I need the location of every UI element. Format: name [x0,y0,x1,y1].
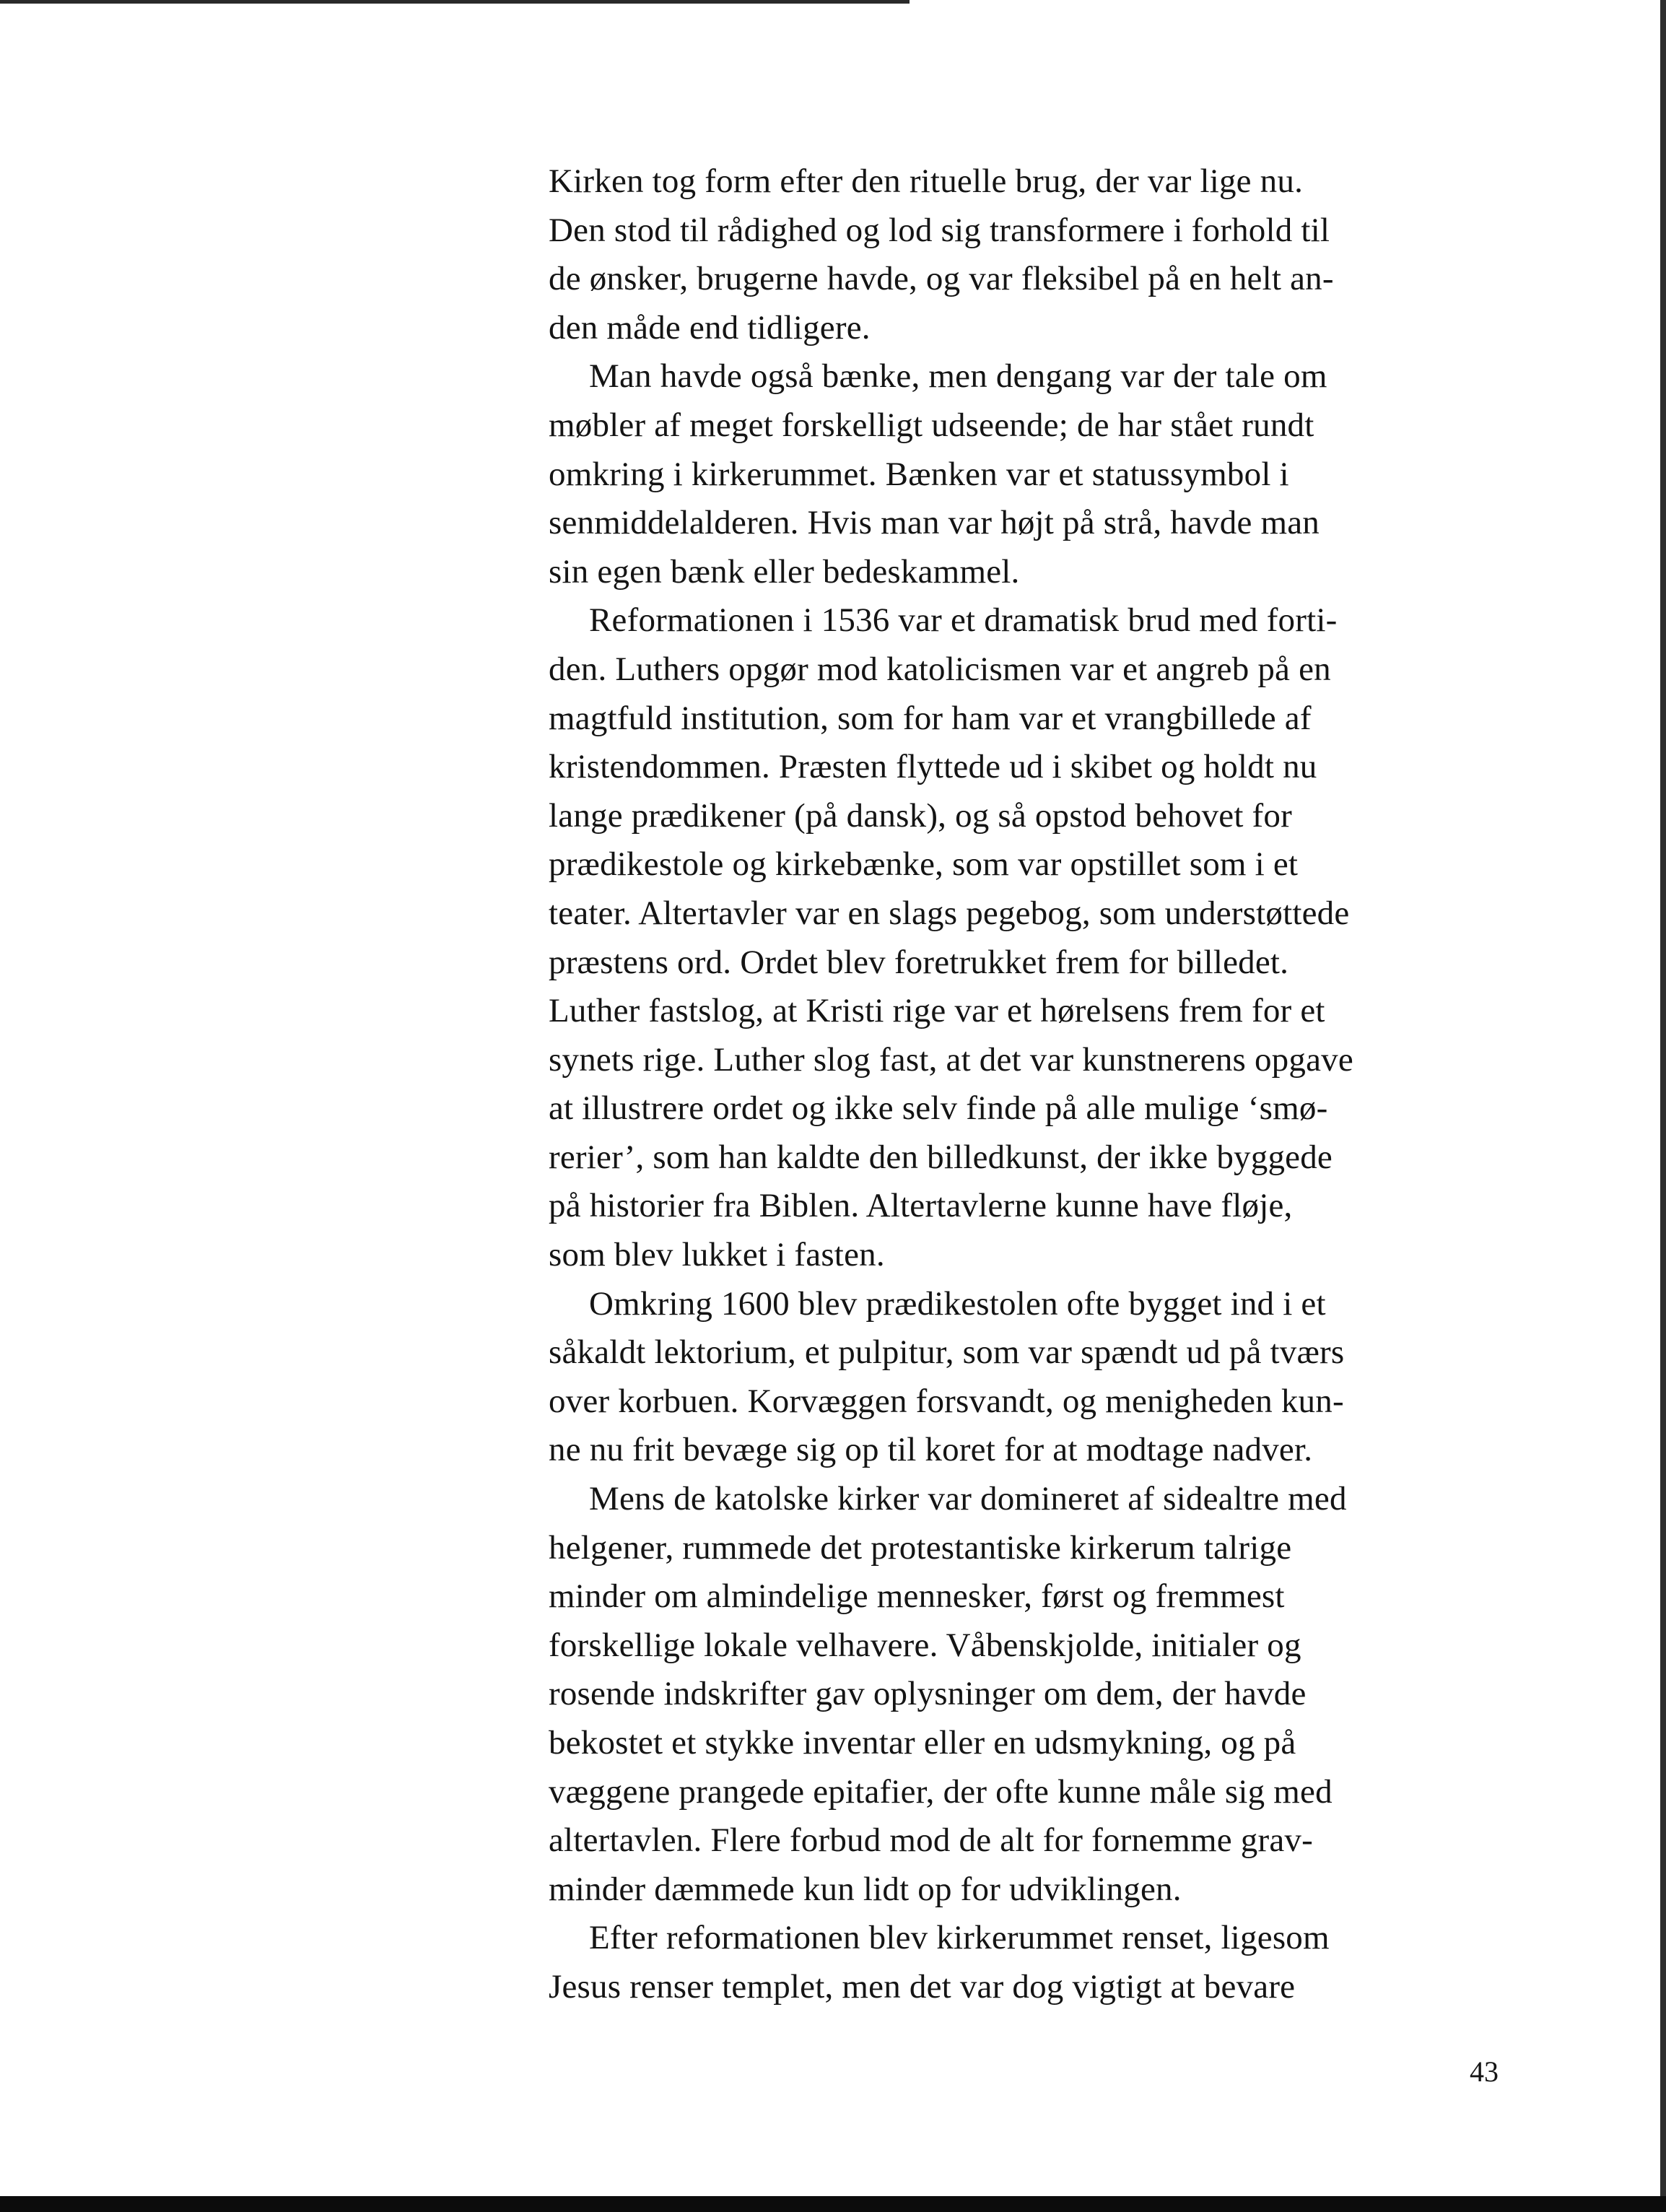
text-line: Den stod til rådighed og lod sig transformere i forhold til [549,211,1330,249]
text-line: på historier fra Biblen. Altertavlerne kunne have fløje, [549,1187,1293,1225]
text-line: rosende indskrifter gav oplysninger om dem, der havde [549,1675,1307,1713]
text-line: helgener, rummede det protestantiske kirkerum talrige [549,1528,1292,1567]
text-line: Reformationen i 1536 var et dramatisk brud med forti- [589,601,1338,640]
text-line: forskellige lokale velhavere. Våbenskjolde, initialer og [549,1626,1301,1664]
scan-edge-top [0,0,910,4]
text-line: Kirken tog form efter den rituelle brug, der var lige nu. [549,162,1304,200]
text-line: præstens ord. Ordet blev foretrukket frem for billedet. [549,943,1289,981]
text-line: såkaldt lektorium, et pulpitur, som var spændt ud på tværs [549,1333,1345,1372]
page-number: 43 [1470,2055,1499,2088]
text-line: Luther fastslog, at Kristi rige var et hørelsens frem for et [549,992,1325,1030]
text-line: Efter reformationen blev kirkerummet renset, ligesom [589,1919,1330,1957]
text-line: ne nu frit bevæge sig op til koret for at modtage nadver. [549,1431,1313,1469]
body-text [549,157,1501,2012]
text-line: lange prædikener (på dansk), og så opstod behovet for [549,796,1292,835]
text-line: magtfuld institution, som for ham var et vrangbillede af [549,699,1312,737]
text-line: kristendommen. Præsten flyttede ud i skibet og holdt nu [549,748,1317,786]
text-line: Jesus renser templet, men det var dog vigtigt at bevare [549,1967,1296,2006]
text-line: omkring i kirkerummet. Bænken var et statussymbol i [549,455,1289,493]
text-line: rerier’, som han kaldte den billedkunst, der ikke byggede [549,1138,1333,1176]
text-line: altertavlen. Flere forbud mod de alt for fornemme grav- [549,1821,1313,1860]
text-line: bekostet et stykke inventar eller en udsmykning, og på [549,1724,1296,1762]
text-line: Omkring 1600 blev prædikestolen ofte bygget ind i et [589,1284,1326,1323]
scan-edge-bottom [0,2196,1666,2212]
text-line: over korbuen. Korvæggen forsvandt, og menigheden kun- [549,1382,1344,1420]
text-line: teater. Altertavler var en slags pegebog, som understøttede [549,894,1350,932]
text-line: at illustrere ordet og ikke selv finde på alle mulige ‘smø- [549,1089,1328,1128]
text-line: møbler af meget forskelligt udseende; de har stået rundt [549,406,1314,444]
text-line: Man havde også bænke, men dengang var der tale om [589,357,1327,396]
text-line: Mens de katolske kirker var domineret af sidealtre med [589,1480,1347,1518]
text-line: den. Luthers opgør mod katolicismen var et angreb på en [549,650,1331,688]
text-line: senmiddelalderen. Hvis man var højt på strå, havde man [549,504,1320,542]
text-line: den måde end tidligere. [549,308,871,347]
text-line: minder om almindelige mennesker, først og fremmest [549,1577,1285,1616]
text-line: sin egen bænk eller bedeskammel. [549,552,1020,591]
text-line: synets rige. Luther slog fast, at det var kunstnerens opgave [549,1040,1353,1079]
text-line: de ønsker, brugerne havde, og var fleksibel på en helt an- [549,260,1334,298]
scan-edge-right [1660,0,1666,2212]
text-line: væggene prangede epitafier, der ofte kunne måle sig med [549,1772,1333,1811]
text-line: som blev lukket i fasten. [549,1236,885,1274]
text-line: minder dæmmede kun lidt op for udviklingen. [549,1870,1182,1908]
text-line: prædikestole og kirkebænke, som var opstillet som i et [549,845,1299,884]
